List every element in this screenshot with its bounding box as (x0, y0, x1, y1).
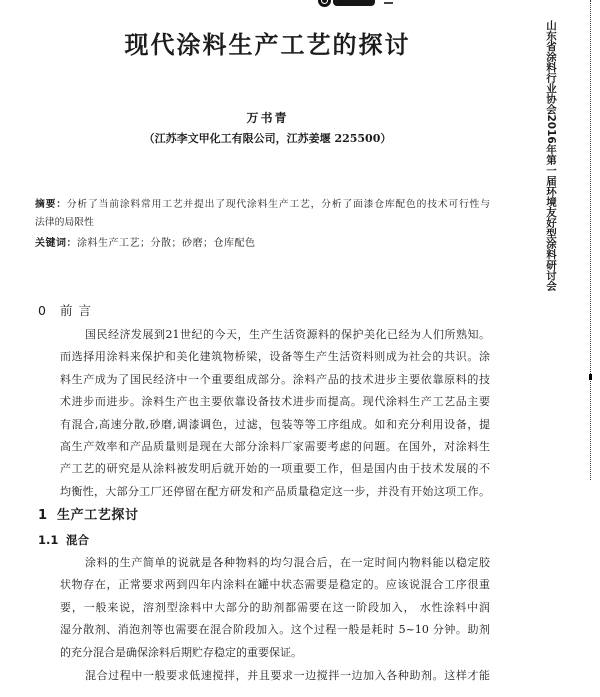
paragraph (60, 552, 490, 664)
paragraph-line: 有混合,高速分散,砂磨,调漆调色，过滤，包装等等工序组成。如和充分利用设备，提 (60, 417, 490, 431)
paragraph-line: 要，一般来说，溶剂型涂料中大部分的助剂都需要在这一阶段加入， 水性涂料中润 (60, 600, 490, 614)
paragraph-line: 湿分散剂、消泡剂等也需要在混合阶段加入。这个过程一般是耗时 5~10 分钟。助剂 (60, 623, 490, 637)
keywords (35, 236, 490, 252)
abstract-line: 法律的局限性 (35, 217, 94, 228)
paragraph-line: 的充分混合是确保涂料后期贮存稳定的重要保证。 (60, 645, 302, 659)
section-title: 生产工艺探讨 (57, 508, 139, 523)
abstract (35, 196, 490, 232)
section-number: 1 (38, 508, 48, 523)
section-title: 前 言 (60, 303, 92, 318)
paragraph-line: 术进步而进步。涂料生产也主要依靠设备技术进步而提高。现代涂料生产工艺品主要 (60, 395, 490, 409)
subsection-title: 混合 (66, 533, 89, 547)
paragraph-line: 高生产效率和产品质量则是现在大部分涂料厂家需要考虑的问题。在国外，对涂料生 (60, 439, 490, 453)
article-author: 万书青 (246, 111, 289, 125)
section-number: 0 (38, 303, 46, 318)
margin-dotted-line (590, 0, 591, 480)
header-rule (384, 2, 393, 4)
conference-banner: 山东省涂料行业协会2016年第一届环境友好型涂料研讨会 (545, 20, 557, 291)
paragraph-line: 均衡性，大部分工厂还停留在配方研发和产品质量稳定这一步，并没有开始这项工作。 (60, 484, 490, 498)
keywords-label: 关键词： (35, 238, 77, 249)
paragraph (60, 665, 490, 687)
margin-marker (589, 374, 592, 380)
paragraph-line: 产工艺的研究是从涂料被发明后就开始的一项重要工作，但是国内由于技术发展的不 (60, 462, 490, 476)
abstract-label: 摘要： (35, 199, 67, 210)
publisher-logo-mark (333, 0, 375, 6)
paragraph-line: 料生产成为了国民经济中一个重要组成部分。涂料产品的技术进步主要依靠原料的技 (60, 372, 490, 386)
subsection-number: 1.1 (38, 533, 59, 547)
paragraph-line: 国民经济发展到21世纪的今天，生产生活资源料的保护美化已经为人们所熟知。 (85, 328, 490, 341)
section-heading (38, 303, 92, 319)
keywords-text: 涂料生产工艺；分散；砂磨；仓库配色 (77, 238, 256, 249)
paragraph-line: 混合过程中一般要求低速搅拌，并且要求一边搅拌一边加入各种助剂。这样才能 (85, 668, 490, 682)
paragraph-line: 涂料的生产简单的说就是各种物料的均匀混合后，在一定时间内物料能以稳定胶 (85, 556, 490, 569)
abstract-line (35, 196, 490, 214)
paragraph-line: 而选择用涂料来保护和美化建筑物桥梁，设备等生产生活资料则成为社会的共识。涂 (60, 350, 490, 364)
subsection-heading (38, 532, 89, 548)
author-affiliation: （江苏李文甲化工有限公司，江苏姜堰 225500） (143, 132, 392, 145)
abstract-text: 分析了当前涂料常用工艺并提出了现代涂料生产工艺，分析了面漆仓库配色的技术可行性与 (66, 199, 491, 210)
paragraph (60, 324, 490, 503)
section-heading (38, 507, 139, 524)
article-title: 现代涂料生产工艺的探讨 (124, 31, 411, 59)
paragraph-line: 状物存在，正常要求两到四年内涂料在罐中状态需要是稳定的。应该说混合工序很重 (60, 578, 490, 592)
publisher-logo-icon (318, 0, 331, 7)
